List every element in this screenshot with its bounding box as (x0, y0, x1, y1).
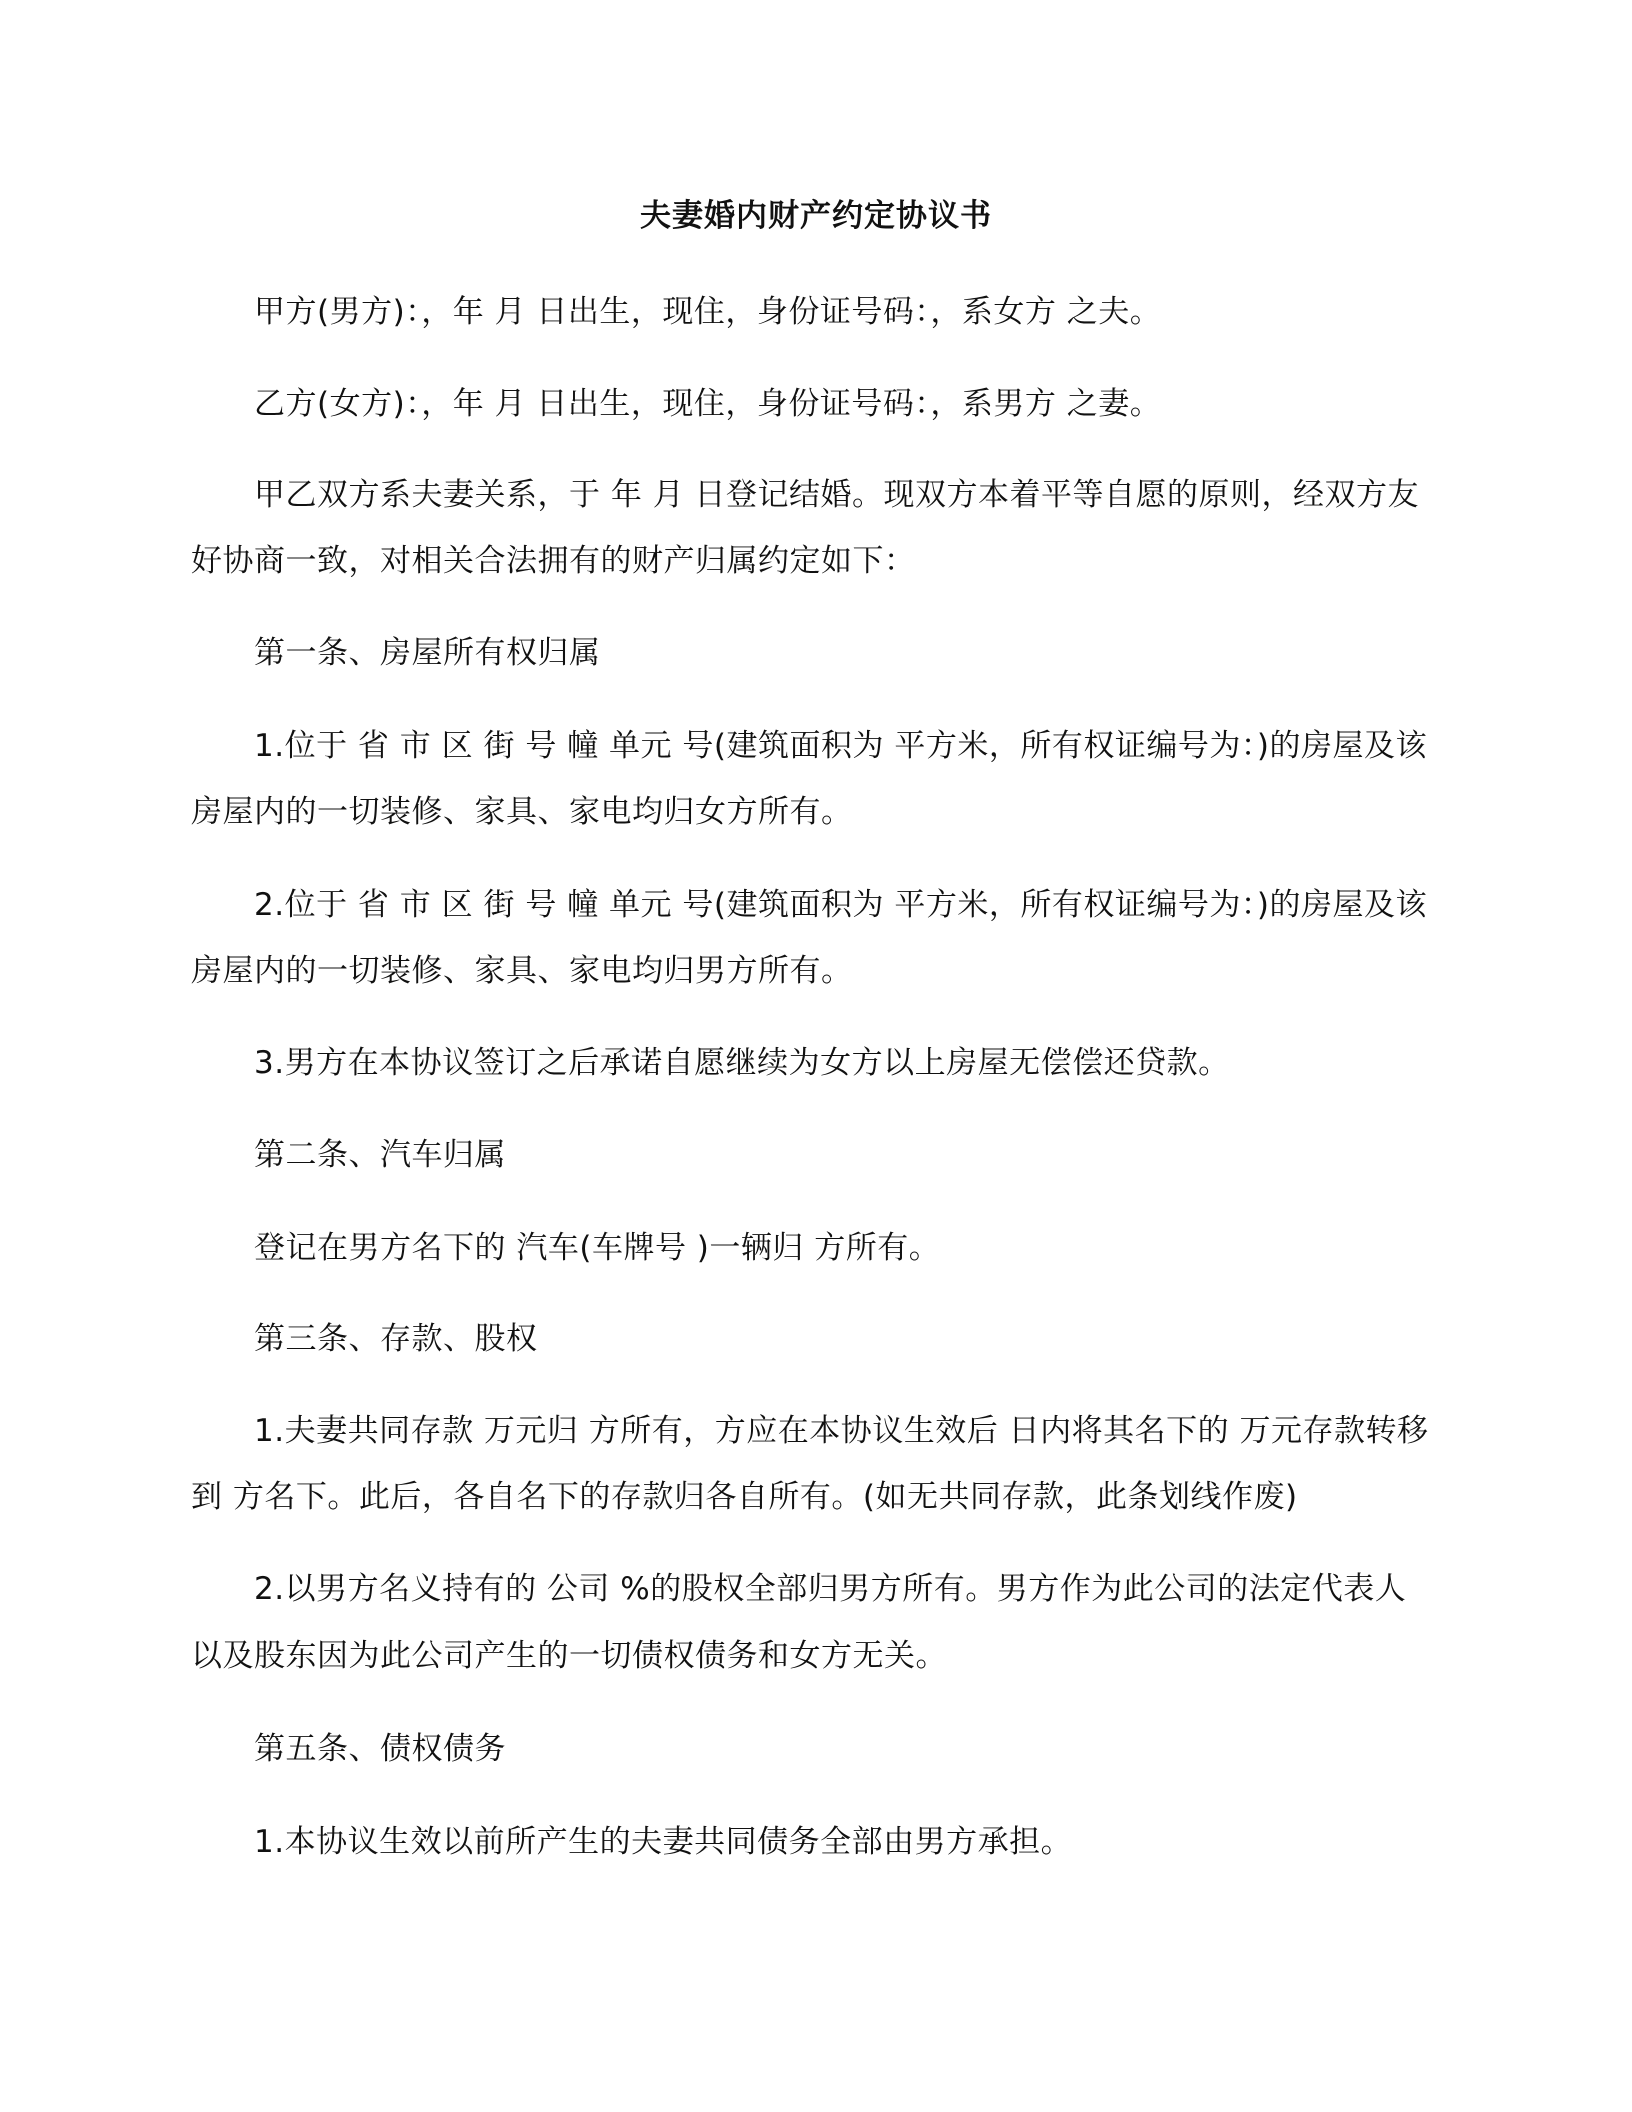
preamble-line-1: 甲乙双方系夫妻关系，于 年 月 日登记结婚。现双方本着平等自愿的原则，经双方友 (254, 477, 1420, 513)
article-3-item-1-line-1: 1.夫妻共同存款 万元归 方所有，方应在本协议生效后 日内将其名下的 万元存款转移 (254, 1413, 1429, 1449)
article-1-item-2-line-1: 2.位于 省 市 区 街 号 幢 单元 号(建筑面积为 平方米，所有权证编号为：)的房屋及该 (254, 887, 1427, 923)
article-1-item-2-line-2: 房屋内的一切装修、家具、家电均归男方所有。 (191, 953, 853, 989)
article-3-item-2-line-2: 以及股东因为此公司产生的一切债权债务和女方无关。 (191, 1638, 947, 1674)
article-1-heading: 第一条、房屋所有权归属 (254, 635, 601, 671)
article-3-item-2-line-1: 2.以男方名义持有的 公司 %的股权全部归男方所有。男方作为此公司的法定代表人 (254, 1571, 1407, 1607)
article-1-item-1-line-1: 1.位于 省 市 区 街 号 幢 单元 号(建筑面积为 平方米，所有权证编号为：)的房屋及该 (254, 728, 1427, 764)
preamble-line-2: 好协商一致，对相关合法拥有的财产归属约定如下： (191, 543, 916, 579)
article-1-item-3: 3.男方在本协议签订之后承诺自愿继续为女方以上房屋无偿偿还贷款。 (254, 1045, 1230, 1081)
article-5-heading: 第五条、债权债务 (254, 1731, 506, 1767)
document-title: 夫妻婚内财产约定协议书 (640, 198, 992, 234)
party-b-line: 乙方(女方)：，年 月 日出生，现住，身份证号码：，系男方 之妻。 (254, 386, 1162, 422)
article-5-item-1: 1.本协议生效以前所产生的夫妻共同债务全部由男方承担。 (254, 1824, 1073, 1860)
article-3-heading: 第三条、存款、股权 (254, 1321, 538, 1357)
article-1-item-1-line-2: 房屋内的一切装修、家具、家电均归女方所有。 (191, 794, 853, 830)
article-2-heading: 第二条、汽车归属 (254, 1137, 506, 1173)
article-2-body: 登记在男方名下的 汽车(车牌号 )一辆归 方所有。 (254, 1230, 941, 1266)
party-a-line: 甲方(男方)：，年 月 日出生，现住，身份证号码：，系女方 之夫。 (254, 294, 1162, 330)
article-3-item-1-line-2: 到 方名下。此后，各自名下的存款归各自所有。(如无共同存款，此条划线作废) (191, 1479, 1298, 1515)
